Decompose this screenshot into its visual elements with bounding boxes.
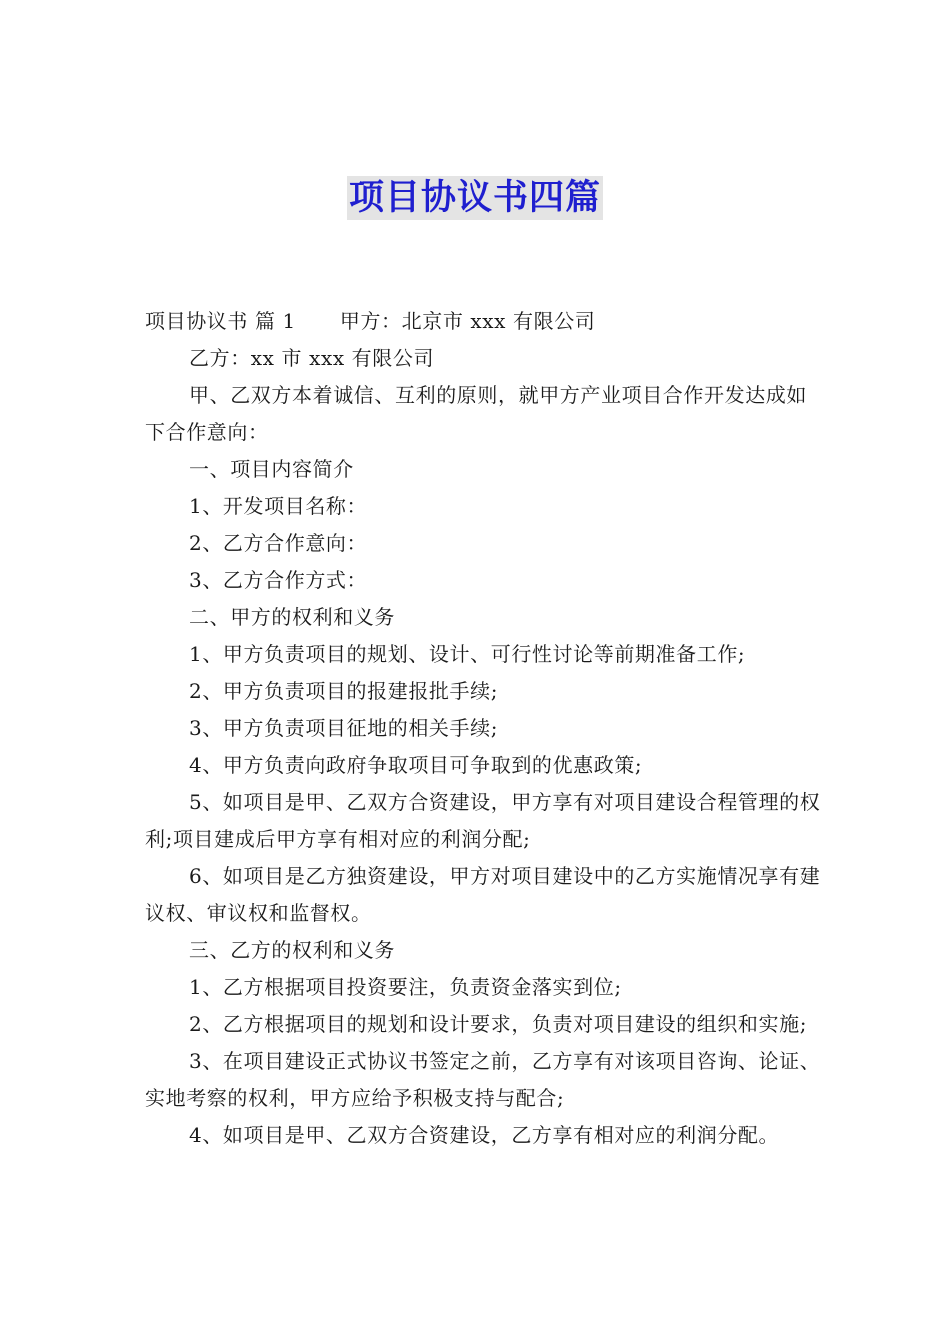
header-line <box>145 303 825 340</box>
list-item: 3、在项目建设正式协议书签定之前，乙方享有对该项目咨询、论证、实地考察的权利，甲方应给予积极支持与配合; <box>145 1049 821 1110</box>
header-line-right: 甲方：北京市 xxx 有限公司 <box>339 309 596 333</box>
list-item: 1、乙方根据项目投资要注，负责资金落实到位; <box>189 975 622 999</box>
list-item: 5、如项目是甲、乙双方合资建设，甲方享有对项目建设合程管理的权利;项目建成后甲方享有相对应的利润分配; <box>145 790 821 851</box>
section-heading-2: 二、甲方的权利和义务 <box>189 605 395 629</box>
list-item: 3、乙方合作方式： <box>189 568 368 592</box>
title-container <box>0 176 950 220</box>
section-heading-3: 三、乙方的权利和义务 <box>189 938 395 962</box>
section-heading-1: 一、项目内容简介 <box>189 457 354 481</box>
list-item: 2、甲方负责项目的报建报批手续; <box>189 679 499 703</box>
header-line-left: 项目协议书 篇 1 <box>145 309 296 333</box>
list-item: 2、乙方合作意向： <box>189 531 368 555</box>
list-item: 2、乙方根据项目的规划和设计要求，负责对项目建设的组织和实施; <box>189 1012 808 1036</box>
intro-paragraph: 甲、乙双方本着诚信、互利的原则，就甲方产业项目合作开发达成如下合作意向： <box>145 383 807 444</box>
list-item: 1、甲方负责项目的规划、设计、可行性讨论等前期准备工作; <box>189 642 746 666</box>
party-b-line: 乙方：xx 市 xxx 有限公司 <box>189 346 435 370</box>
list-item: 6、如项目是乙方独资建设，甲方对项目建设中的乙方实施情况享有建议权、审议权和监督权。 <box>145 864 821 925</box>
document-title: 项目协议书四篇 <box>348 178 601 218</box>
document-body <box>145 303 825 1154</box>
list-item: 1、开发项目名称： <box>189 494 368 518</box>
list-item: 4、如项目是甲、乙双方合资建设，乙方享有相对应的利润分配。 <box>189 1123 780 1147</box>
list-item: 4、甲方负责向政府争取项目可争取到的优惠政策; <box>189 753 643 777</box>
list-item: 3、甲方负责项目征地的相关手续; <box>189 716 499 740</box>
